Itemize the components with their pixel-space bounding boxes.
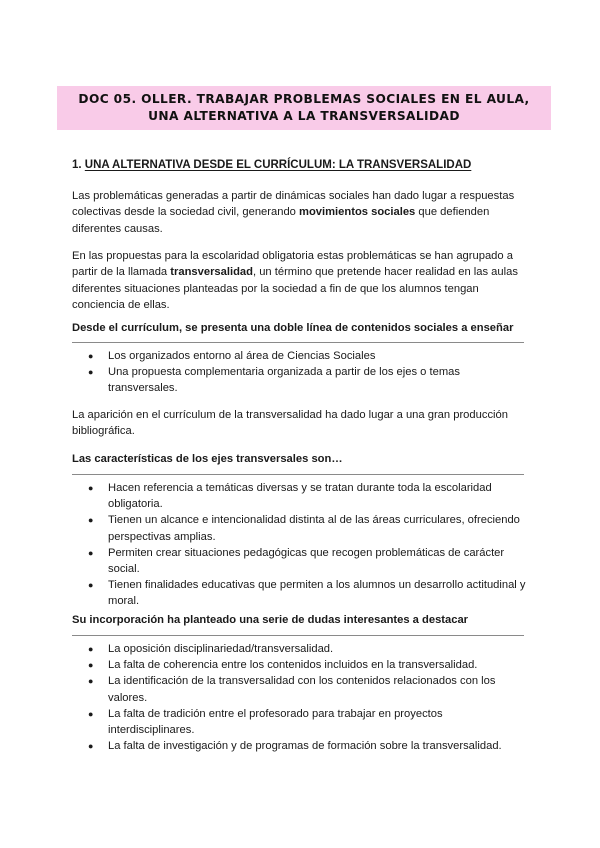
paragraph-text: que defienden diferentes causas. bbox=[72, 206, 490, 235]
section-1-heading bbox=[72, 159, 471, 171]
bullet-icon: ● bbox=[88, 483, 94, 493]
paragraph-movimientos bbox=[72, 188, 532, 237]
bullet-icon: ● bbox=[88, 644, 94, 654]
list-item-text: Hacen referencia a temáticas diversas y se tratan durante toda la escolaridad obligatoria. bbox=[108, 482, 492, 511]
list-item-text: Los organizados entorno al área de Ciencias Sociales bbox=[108, 350, 376, 362]
bullet-icon: ● bbox=[88, 741, 94, 752]
bullet-icon: ● bbox=[88, 660, 94, 671]
bullet-list-contenidos bbox=[72, 348, 532, 397]
list-item-text: La oposición disciplinariedad/transversalidad. bbox=[108, 643, 334, 655]
list-item bbox=[72, 706, 532, 738]
list-item bbox=[72, 738, 532, 754]
paragraph-text: , un término que pretende hacer realidad en las aulas diferentes situaciones planteadas por la sociedad a fin de que los alumnos tengan conciencia de ellas. bbox=[72, 266, 518, 312]
section-1-number: 1. bbox=[72, 159, 82, 171]
bullet-icon: ● bbox=[88, 367, 94, 378]
bullet-icon: ● bbox=[88, 351, 94, 361]
list-item bbox=[72, 480, 532, 512]
paragraph-transversalidad bbox=[72, 248, 532, 314]
section-1-title: UNA ALTERNATIVA DESDE EL CURRÍCULUM: LA TRANSVERSALIDAD bbox=[84, 159, 472, 171]
list-item-text: Permiten crear situaciones pedagógicas que recogen problemáticas de carácter social. bbox=[108, 546, 505, 576]
list-item-text: Una propuesta complementaria organizada a partir de los ejes o temas transversales. bbox=[108, 366, 460, 395]
bullet-icon: ● bbox=[88, 515, 94, 526]
list-item bbox=[72, 673, 532, 705]
list-item-text: La falta de tradición entre el profesorado para trabajar en proyectos interdisciplinares. bbox=[108, 707, 443, 737]
list-item bbox=[72, 364, 532, 396]
list-item-text: La falta de coherencia entre los contenidos incluidos en la transversalidad. bbox=[108, 659, 478, 672]
paragraph-bold-term: movimientos sociales bbox=[299, 206, 416, 219]
subheading-caracteristicas: Las características de los ejes transversales son… bbox=[72, 453, 343, 465]
paragraph-produccion: La aparición en el currículum de la transversalidad ha dado lugar a una gran producción bibliográfica. bbox=[72, 409, 508, 438]
list-item bbox=[72, 657, 532, 673]
bullet-icon: ● bbox=[88, 580, 94, 591]
paragraph-bold-term: transversalidad bbox=[170, 266, 253, 279]
bullet-icon: ● bbox=[88, 547, 94, 558]
list-item bbox=[72, 512, 532, 544]
document-title-line-1: DOC 05. OLLER. TRABAJAR PROBLEMAS SOCIALES EN EL AULA, bbox=[78, 92, 530, 106]
paragraph-text: En las propuestas para la escolaridad obligatoria estas problemáticas se han agrupado a partir de la llamada bbox=[72, 250, 513, 279]
subheading-dudas: Su incorporación ha planteado una serie de dudas interesantes a destacar bbox=[72, 614, 469, 626]
list-item bbox=[72, 641, 532, 657]
list-item bbox=[72, 577, 532, 609]
list-item-text: La falta de investigación y de programas de formación sobre la transversalidad. bbox=[108, 740, 502, 753]
paragraph-text: Las problemáticas generadas a partir de dinámicas sociales han dado lugar a respuestas colectivas desde la sociedad civil, generando bbox=[72, 190, 515, 219]
list-item-text: La identificación de la transversalidad con los contenidos relacionados con los valores. bbox=[108, 675, 496, 704]
title-banner bbox=[57, 86, 551, 130]
bullet-icon: ● bbox=[88, 676, 94, 687]
divider bbox=[72, 342, 524, 343]
divider bbox=[72, 474, 524, 475]
list-item-text: Tienen un alcance e intencionalidad distinta al de las áreas curriculares, ofreciendo perspectivas amplias. bbox=[108, 514, 520, 543]
bullet-icon: ● bbox=[88, 708, 94, 719]
bullet-list-caracteristicas bbox=[72, 480, 532, 610]
list-item bbox=[72, 545, 532, 577]
list-item bbox=[72, 348, 532, 364]
bullet-list-dudas bbox=[72, 641, 532, 754]
divider bbox=[72, 635, 524, 636]
document-title-line-2: UNA ALTERNATIVA A LA TRANSVERSALIDAD bbox=[148, 109, 460, 123]
list-item-text: Tienen finalidades educativas que permiten a los alumnos un desarrollo actitudinal y moral. bbox=[108, 579, 526, 608]
subheading-doble-linea: Desde el currículum, se presenta una doble línea de contenidos sociales a enseñar bbox=[72, 322, 514, 334]
